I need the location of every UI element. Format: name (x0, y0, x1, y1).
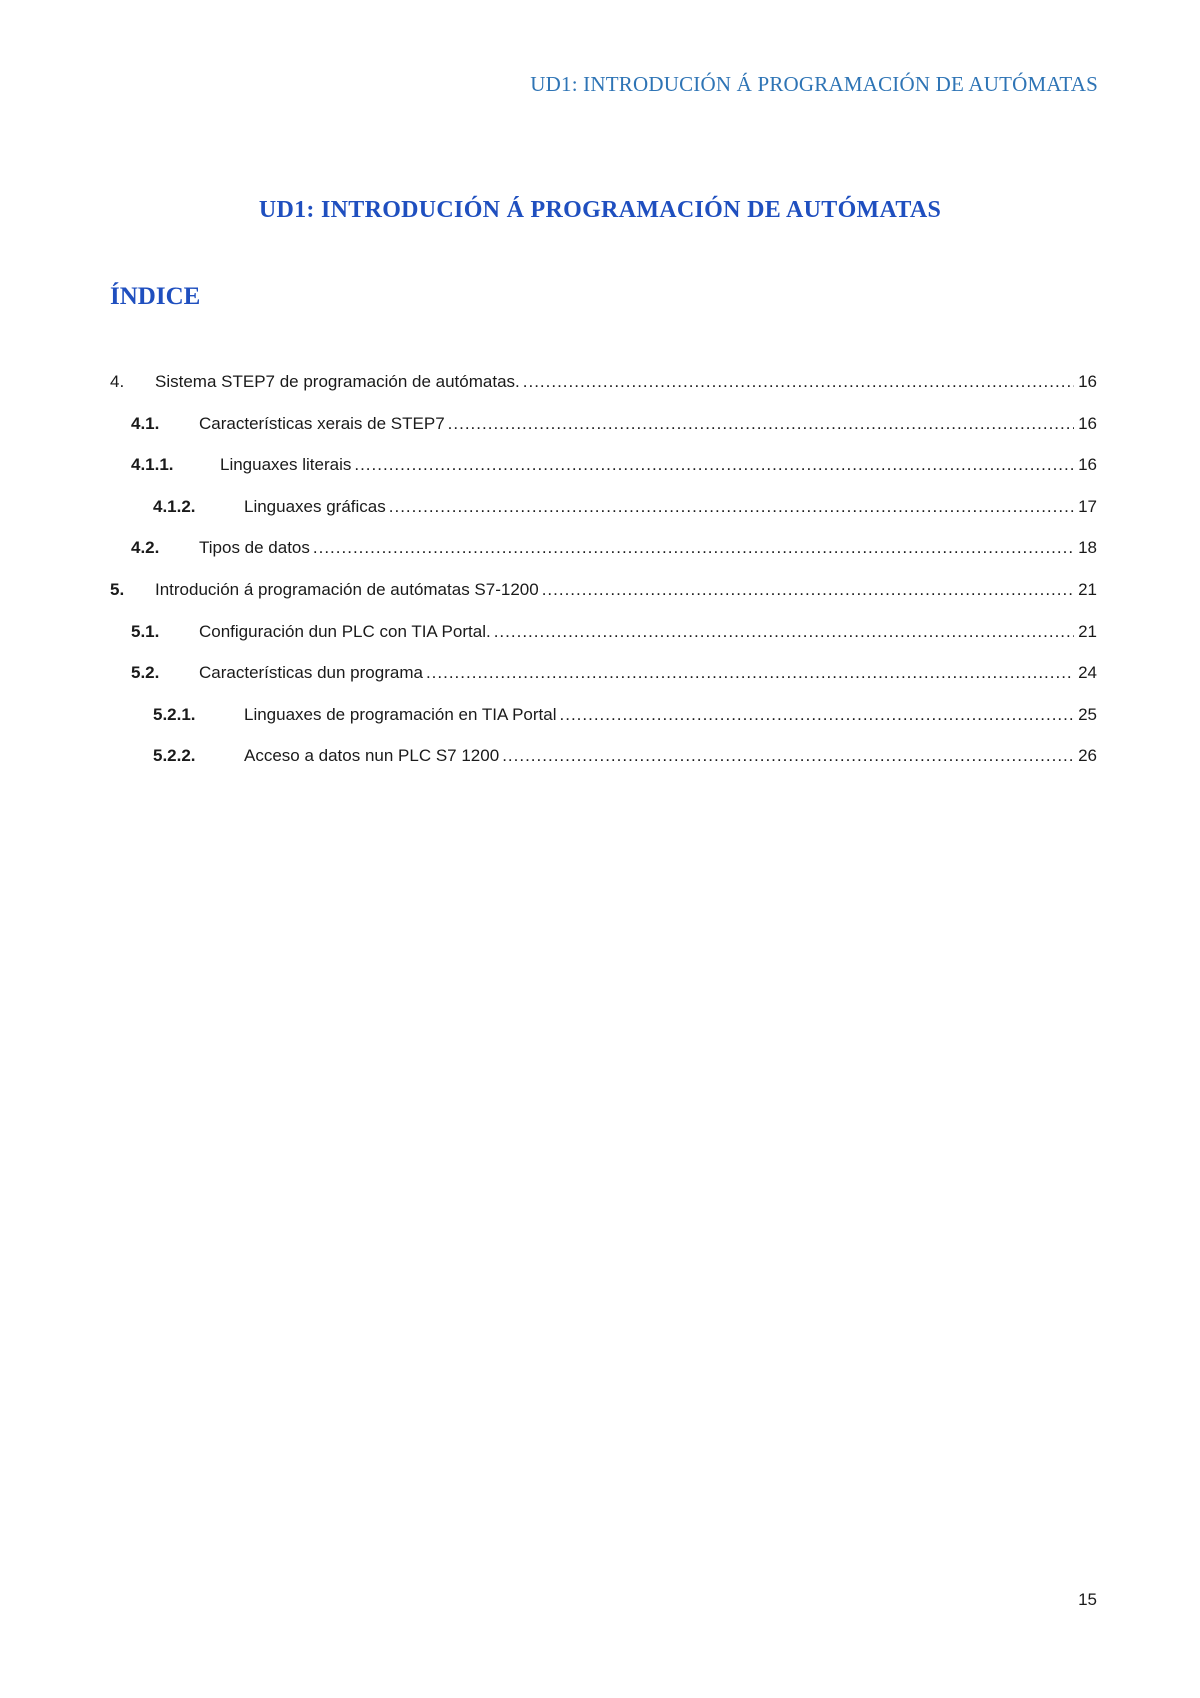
toc-entry-number: 4.1. (131, 413, 160, 433)
toc-entry-page: 25 (1074, 704, 1097, 726)
toc-entry-page: 16 (1074, 371, 1097, 393)
toc-entry-title: Acceso a datos nun PLC S7 1200 (244, 745, 502, 767)
toc-dot-leader (313, 537, 1074, 559)
toc-entry-title: Configuración dun PLC con TIA Portal. (199, 621, 494, 643)
toc-entry[interactable] (110, 371, 1097, 413)
running-header: UD1: INTRODUCIÓN Á PROGRAMACIÓN DE AUTÓMATAS (530, 72, 1098, 96)
toc-entry-number: 5.1. (131, 621, 160, 641)
toc-entry-page: 16 (1074, 454, 1097, 476)
toc-dot-leader (560, 704, 1075, 726)
toc-entry-title: Linguaxes gráficas (244, 496, 389, 518)
toc-entry-number: 4. (110, 372, 125, 391)
toc-entry[interactable] (110, 454, 1097, 496)
toc-entry-title: Linguaxes de programación en TIA Portal (244, 704, 560, 726)
page-number: 15 (1078, 1590, 1097, 1609)
toc-entry[interactable] (110, 413, 1097, 455)
toc-entry-page: 21 (1074, 579, 1097, 601)
toc-entry-title: Introdución á programación de autómatas S7-1200 (155, 579, 542, 601)
toc-entry-number: 5.2.2. (153, 746, 196, 766)
toc-entry-page: 17 (1074, 496, 1097, 518)
toc-dot-leader (448, 413, 1074, 435)
toc-dot-leader (426, 662, 1074, 684)
toc-entry[interactable] (110, 662, 1097, 704)
toc-entry-title: Características xerais de STEP7 (199, 413, 448, 435)
toc-entry-number: 5.2. (131, 663, 160, 683)
toc-dot-leader (502, 745, 1074, 767)
toc-entry-title: Linguaxes literais (220, 454, 354, 476)
toc-entry-number: 5. (110, 579, 125, 599)
toc-entry-title: Sistema STEP7 de programación de autómatas. (155, 371, 523, 393)
toc-entry-page: 24 (1074, 662, 1097, 684)
toc-entry-page: 18 (1074, 537, 1097, 559)
toc-dot-leader (354, 454, 1074, 476)
toc-entry-title: Tipos de datos (199, 537, 313, 559)
toc-entry[interactable] (110, 704, 1097, 746)
toc-entry-page: 21 (1074, 621, 1097, 643)
toc-entry[interactable] (110, 496, 1097, 538)
toc-entry-page: 16 (1074, 413, 1097, 435)
toc-entry[interactable] (110, 621, 1097, 663)
toc-dot-leader (523, 371, 1074, 393)
toc-entry-title: Características dun programa (199, 662, 426, 684)
toc-heading: ÍNDICE (110, 283, 201, 310)
toc-entry[interactable] (110, 537, 1097, 579)
document-title: UD1: INTRODUCIÓN Á PROGRAMACIÓN DE AUTÓMATAS (258, 197, 942, 223)
toc-dot-leader (494, 621, 1074, 643)
toc-entry-number: 4.1.2. (153, 496, 196, 516)
toc-entry-number: 4.1.1. (131, 455, 174, 475)
toc-entry-number: 4.2. (131, 538, 160, 558)
table-of-contents (110, 371, 1097, 787)
toc-dot-leader (542, 579, 1074, 601)
toc-entry-page: 26 (1074, 745, 1097, 767)
toc-entry-number: 5.2.1. (153, 704, 196, 724)
toc-entry[interactable] (110, 579, 1097, 621)
toc-entry[interactable] (110, 745, 1097, 787)
toc-dot-leader (389, 496, 1074, 518)
